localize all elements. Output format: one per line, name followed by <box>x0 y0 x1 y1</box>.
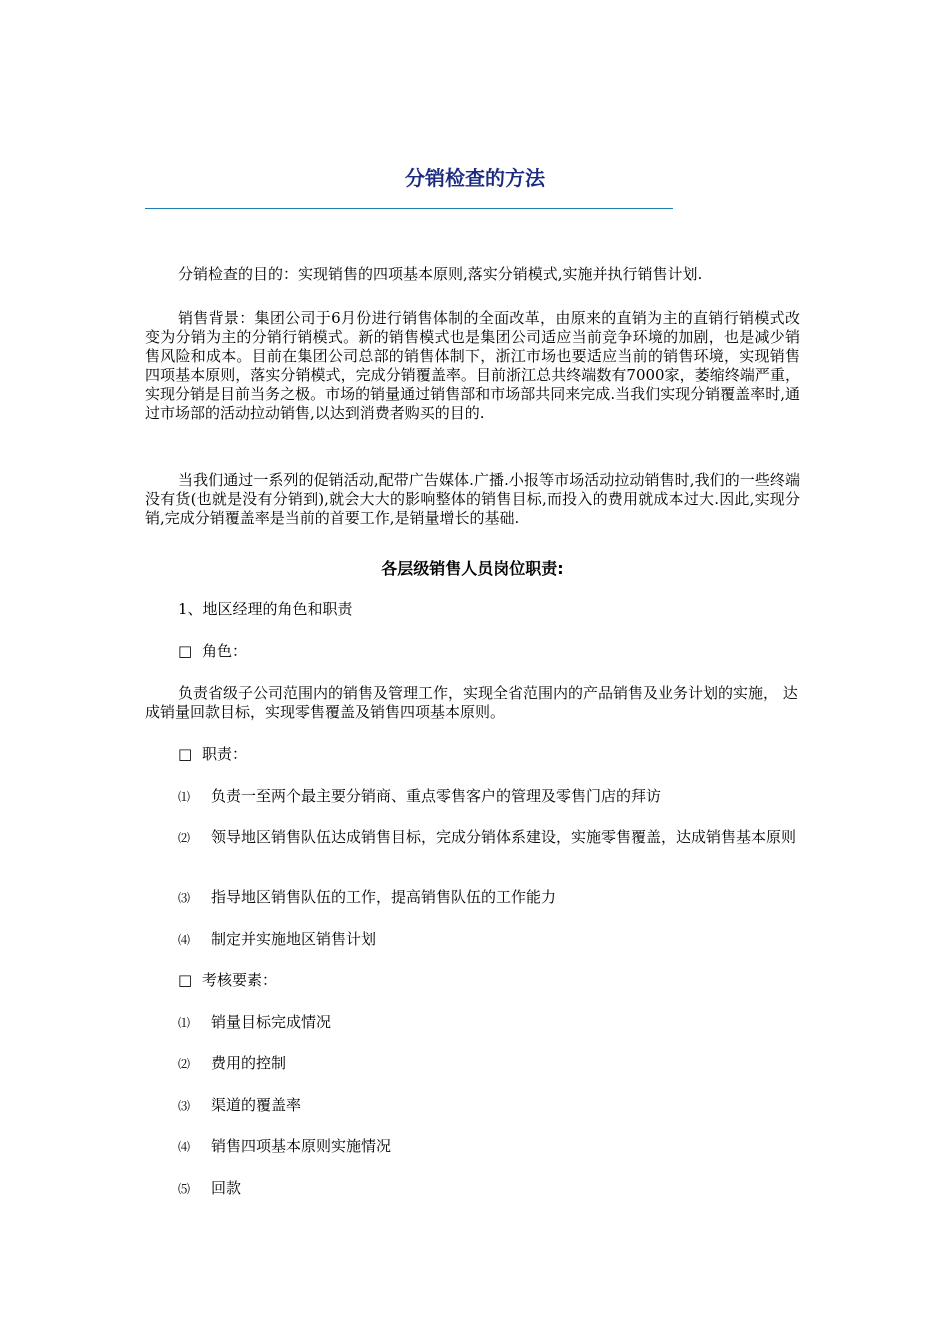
list-text: 制定并实施地区销售计划 <box>211 930 377 948</box>
list-item <box>178 1096 798 1116</box>
list-item <box>178 930 798 950</box>
list-text: 费用的控制 <box>211 1054 287 1072</box>
role-paragraph: 负责省级子公司范围内的销售及管理工作，实现全省范围内的产品销售及业务计划的实施， 达成销量回款目标，实现零售覆盖及销售四项基本原则。 <box>145 684 798 721</box>
list-number: ⑴ <box>178 790 191 804</box>
list-item <box>145 828 800 848</box>
list-number: ⑷ <box>178 1140 191 1154</box>
list-item <box>178 1013 798 1033</box>
list-number: ⑴ <box>178 1016 191 1030</box>
kpi-label: 考核要素： <box>202 971 278 989</box>
subsection-title: 1、地区经理的角色和职责 <box>178 600 353 618</box>
duty-heading <box>178 745 798 764</box>
document-title: 分销检查的方法 <box>405 166 545 190</box>
list-text: 指导地区销售队伍的工作，提高销售队伍的工作能力 <box>211 888 557 906</box>
purpose-paragraph: 分销检查的目的：实现销售的四项基本原则,落实分销模式,实施并执行销售计划. <box>178 265 703 283</box>
list-text: 回款 <box>211 1179 242 1197</box>
promotion-paragraph: 当我们通过一系列的促销活动,配带广告媒体.广播.小报等市场活动拉动销售时,我们的一些终端没有货(也就是没有分销到),就会大大的影响整体的销售目标,而投入的费用就成本过大.因此,实现分销,完成分销覆盖率是当前的首要工作,是销量增长的基础. <box>145 471 800 527</box>
role-label: 角色： <box>202 642 248 660</box>
section-heading: 各层级销售人员岗位职责: <box>381 559 564 578</box>
list-item <box>178 1179 798 1199</box>
list-item <box>178 1054 798 1074</box>
list-item <box>178 888 798 908</box>
list-number: ⑷ <box>178 933 191 947</box>
checkbox-square-icon: □ <box>178 971 193 989</box>
list-number: ⑸ <box>178 1182 191 1196</box>
list-number: ⑶ <box>178 1099 191 1113</box>
kpi-heading <box>178 971 798 990</box>
list-number: ⑵ <box>178 831 191 845</box>
title-divider <box>145 208 673 209</box>
list-text: 销售四项基本原则实施情况 <box>211 1137 392 1155</box>
list-text: 销量目标完成情况 <box>211 1013 332 1031</box>
background-paragraph: 销售背景：集团公司于6月份进行销售体制的全面改革，由原来的直销为主的直销行销模式改变为分销为主的分销行销模式。新的销售模式也是集团公司适应当前竞争环境的加剧，也是减少销售风险和成本。目前在集团公司总部的销售体制下，浙江市场也要适应当前的销售环境，实现销售四项基本原则，落实分销模式，完成分销覆盖率。目前浙江总共终端数有7000家，萎缩终端严重，实现分销是目前当务之极。市场的销量通过销售部和市场部共同来完成.当我们实现分销覆盖率时,通过市场部的活动拉动销售,以达到消费者购买的目的. <box>145 309 800 422</box>
list-text: 渠道的覆盖率 <box>211 1096 302 1114</box>
checkbox-square-icon: □ <box>178 745 193 763</box>
list-number: ⑶ <box>178 891 191 905</box>
duty-label: 职责： <box>202 745 248 763</box>
list-item <box>178 787 798 807</box>
list-text: 领导地区销售队伍达成销售目标，完成分销体系建设，实施零售覆盖，达成销售基本原则 <box>211 828 797 846</box>
list-text: 负责一至两个最主要分销商、重点零售客户的管理及零售门店的拜访 <box>211 787 662 805</box>
role-heading <box>178 642 798 661</box>
list-item <box>178 1137 798 1157</box>
list-number: ⑵ <box>178 1057 191 1071</box>
checkbox-square-icon: □ <box>178 642 193 660</box>
